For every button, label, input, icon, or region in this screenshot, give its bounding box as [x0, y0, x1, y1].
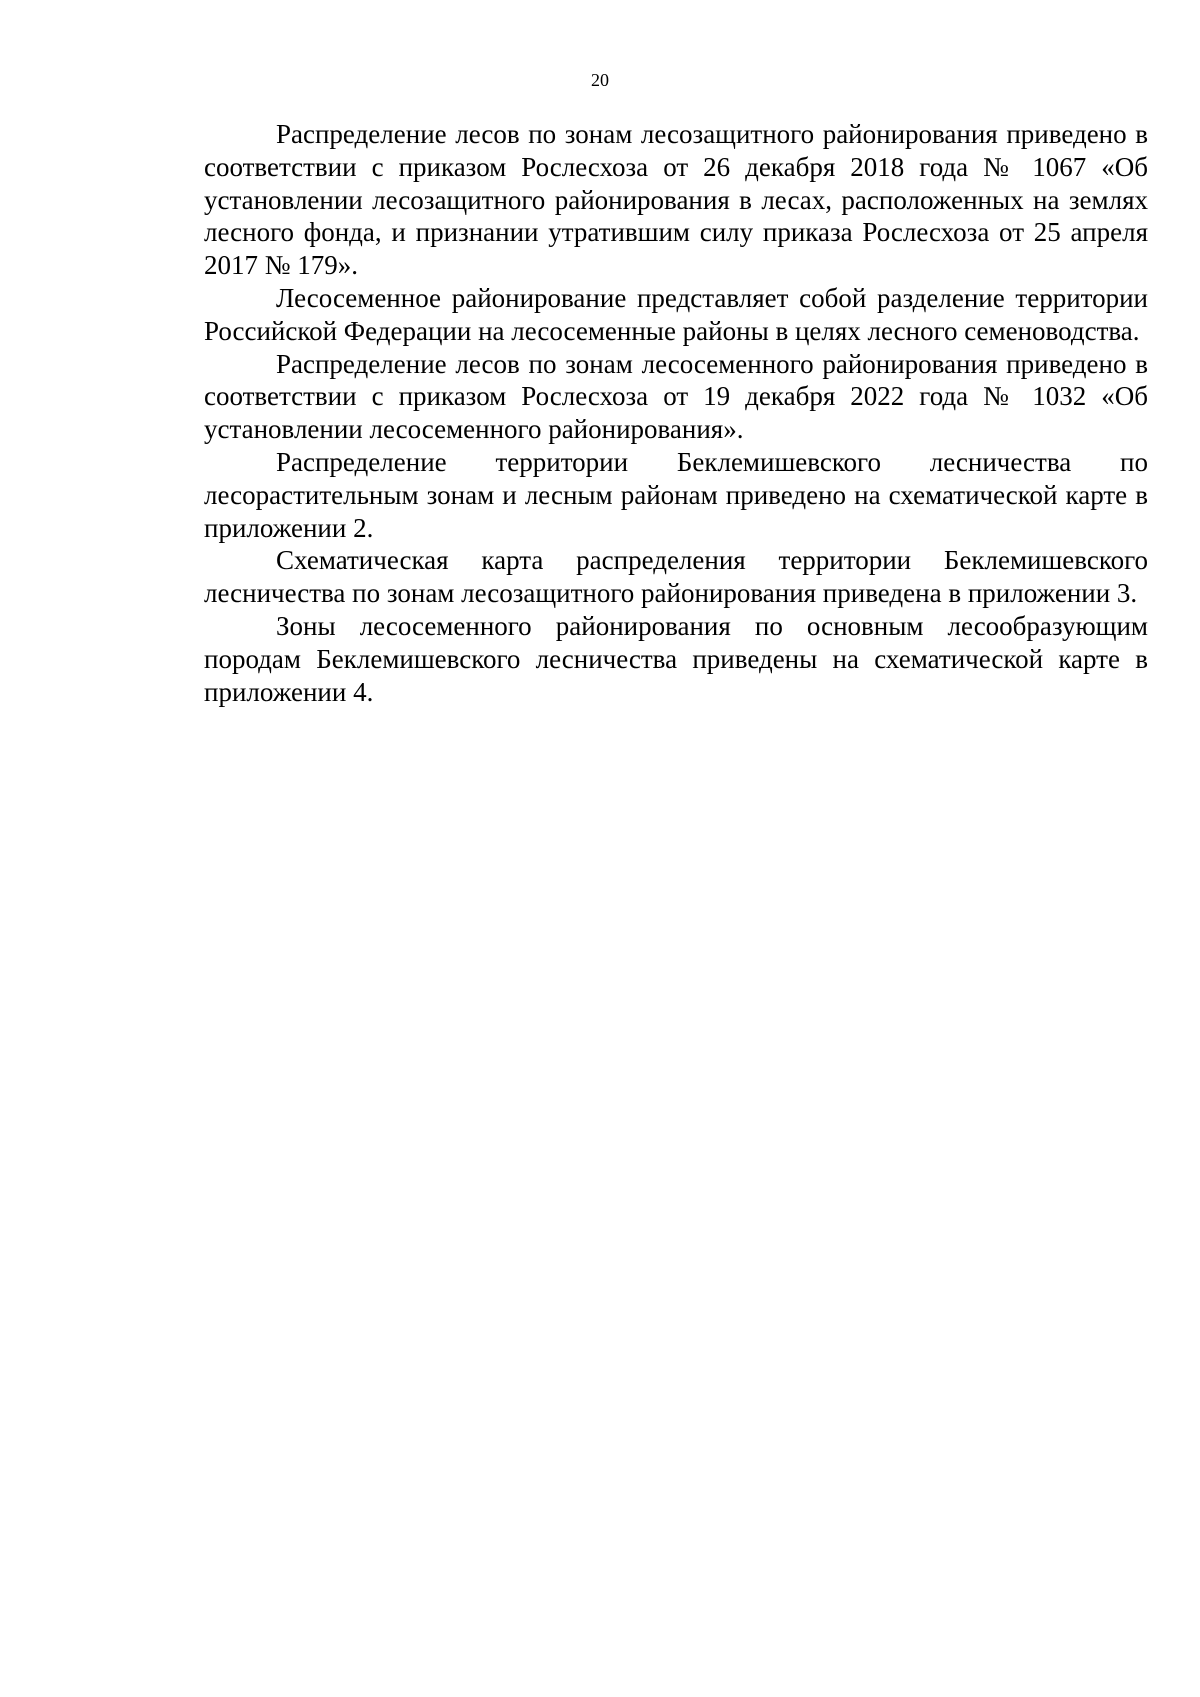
paragraph-seed-zoning-order: Распределение лесов по зонам лесосеменного районирования приведено в соответствии с приказом Рослесхоза от 19 декабря 2022 года № 1032 «Об установлении лесосеменного районирования».: [204, 348, 1148, 445]
paragraph-appendix-4-reference: Зоны лесосеменного районирования по основным лесообразующим породам Беклемишевского лесничества приведены на схематической карте в приложении 4.: [204, 610, 1148, 707]
paragraph-appendix-2-reference: Распределение территории Беклемишевского лесничества по лесорастительным зонам и лесным районам приведено на схематической карте в приложении 2.: [204, 446, 1148, 543]
paragraph-forest-protection-zoning: Распределение лесов по зонам лесозащитного районирования приведено в соответствии с приказом Рослесхоза от 26 декабря 2018 года № 1067 «Об установлении лесозащитного районирования в лесах, расположенных на землях лесного фонда, и признании утратившим силу приказа Рослесхоза от 25 апреля 2017 № 179».: [204, 119, 1148, 281]
paragraph-seed-zoning-definition: Лесосеменное районирование представляет собой разделение территории Российской Федерации на лесосеменные районы в целях лесного семеноводства.: [204, 282, 1148, 346]
document-body: [204, 118, 1148, 708]
page-number: 20: [591, 70, 609, 90]
paragraph-appendix-3-reference: Схематическая карта распределения территории Беклемишевского лесничества по зонам лесозащитного районирования приведена в приложении 3.: [204, 545, 1148, 609]
